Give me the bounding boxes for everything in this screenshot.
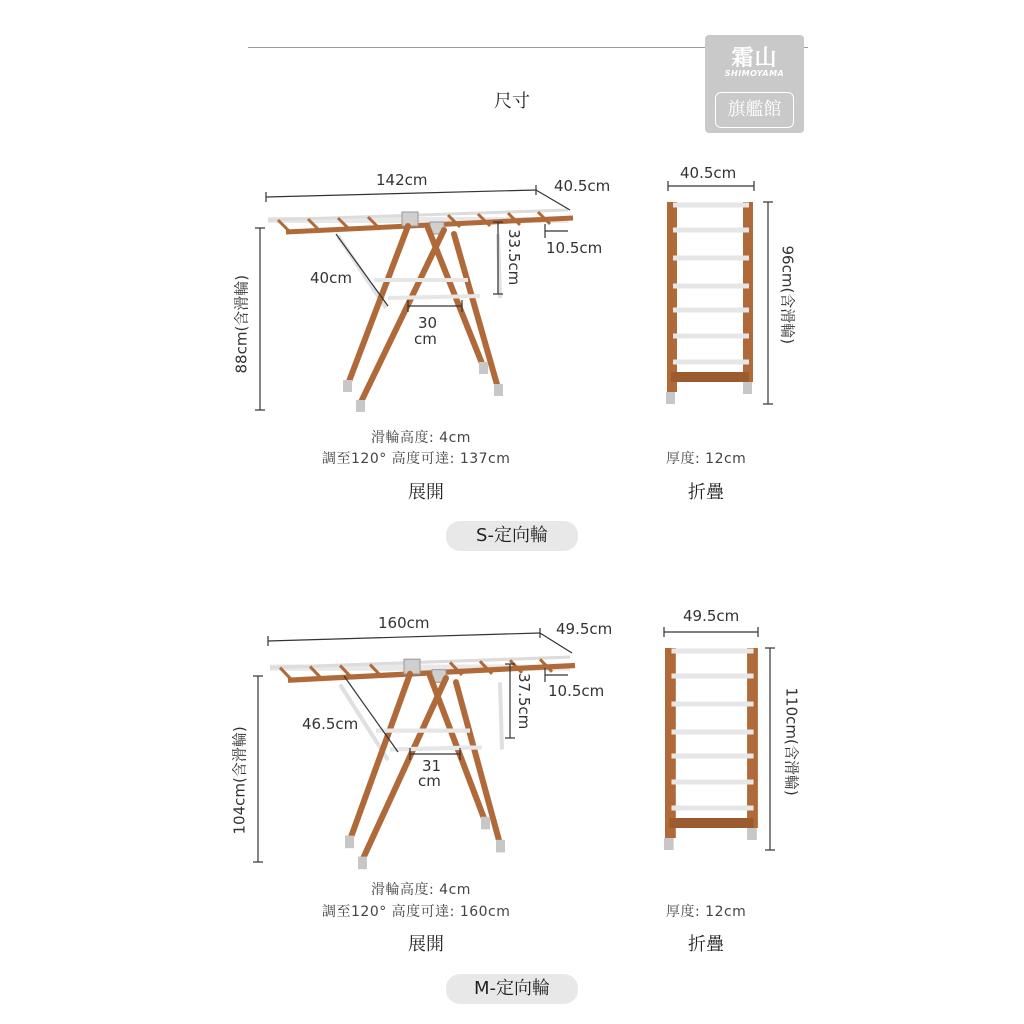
s-folded-height-label: 96cm(含滑輪) [778, 245, 797, 345]
page-title: 尺寸 [494, 91, 530, 112]
m-thickness-note: 厚度: 12cm [666, 904, 747, 920]
m-height-label: 104cm(含滑輪) [230, 726, 249, 835]
s-open-rack-drawing [268, 210, 573, 412]
s-thickness-note: 厚度: 12cm [666, 451, 747, 467]
s-shelf-label: 30 [418, 314, 438, 332]
m-shelf-unit: cm [418, 772, 441, 790]
m-wheel-note: 滑輪高度: 4cm [371, 882, 471, 898]
s-wheel-note: 滑輪高度: 4cm [371, 430, 471, 446]
s-model-badge: S-定向輪 [446, 521, 578, 551]
store-badge: 旗艦館 [715, 92, 794, 128]
s-folded-rack-drawing [666, 202, 753, 404]
m-wing-label: 10.5cm [548, 682, 605, 700]
s-width-label: 40.5cm [554, 177, 611, 195]
m-arm-label: 46.5cm [302, 715, 359, 733]
m-folded-caption: 折疊 [688, 934, 724, 955]
m-model-badge: M-定向輪 [446, 974, 578, 1004]
brand-romaji: SHIMOYAMA [724, 69, 785, 78]
m-shelf-label: 31 [422, 757, 442, 775]
m-folded-height-label: 110cm(含滑輪) [782, 687, 801, 796]
s-wing-label: 10.5cm [546, 239, 603, 257]
s-height-label: 88cm(含滑輪) [232, 274, 251, 374]
s-arm-label: 40cm [310, 269, 352, 287]
m-angle-note: 調至120° 高度可達: 160cm [322, 904, 511, 920]
s-length-label: 142cm [376, 171, 428, 189]
s-open-caption: 展開 [408, 482, 444, 503]
m-open-caption: 展開 [408, 934, 444, 955]
s-shelf-unit: cm [414, 330, 437, 348]
s-folded-width-label: 40.5cm [680, 164, 737, 182]
m-length-label: 160cm [378, 614, 430, 632]
m-folded-width-label: 49.5cm [683, 607, 740, 625]
m-width-label: 49.5cm [556, 620, 613, 638]
m-depth-height-label: 37.5cm [515, 673, 533, 730]
s-depth-height-label: 33.5cm [505, 229, 523, 286]
m-folded-rack-drawing [664, 648, 758, 850]
brand-name: 霜山 [731, 46, 778, 71]
s-folded-caption: 折疊 [688, 482, 724, 503]
s-angle-note: 調至120° 高度可達: 137cm [322, 451, 511, 467]
